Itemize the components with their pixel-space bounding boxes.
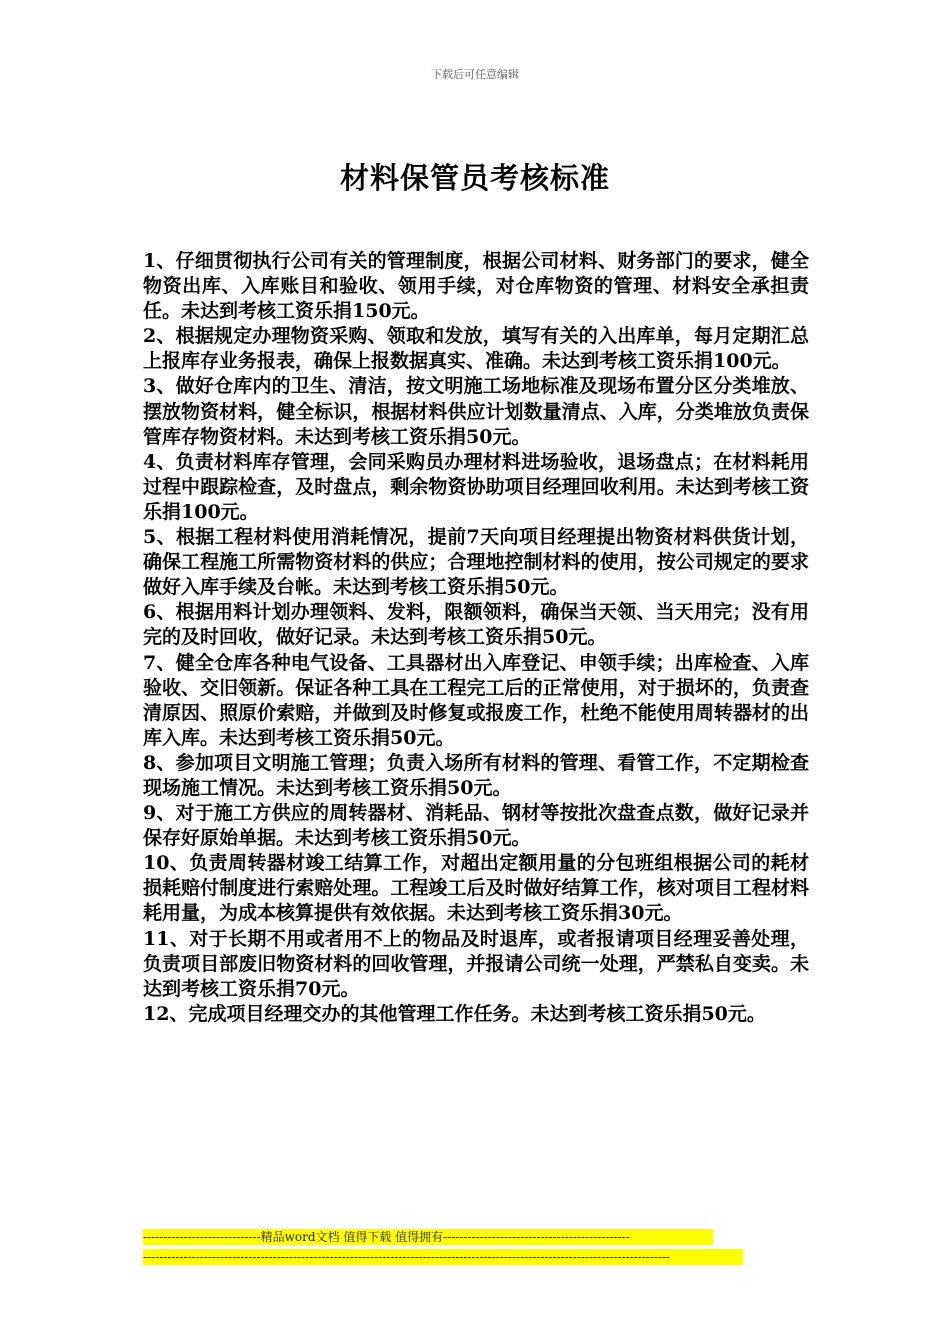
standard-item-12: 12、完成项目经理交办的其他管理工作任务。未达到考核工资乐捐50元。 — [143, 1002, 766, 1025]
standard-item-11: 11、对于长期不用或者用不上的物品及时退库，或者报请项目经理妥善处理，负责项目部废旧物资材料的回收管理，并报请公司统一处理，严禁私自变卖。未达到考核工资乐捐70元。 — [143, 927, 809, 1000]
footer-line-2: ---------------------------------------------------------------------------------------------------------------------------------- — [143, 1249, 743, 1265]
standard-item-5: 5、根据工程材料使用消耗情况，提前7天向项目经理提出物资材料供货计划，确保工程施工所需物资材料的供应；合理地控制材料的使用，按公司规定的要求做好入库手续及台帐。未达到考核工资乐捐50元。 — [143, 526, 809, 599]
footer-line-1: -----------------------------精品word文档 值得下载 值得拥有---------------------------------------------- — [143, 1229, 713, 1245]
standard-item-1: 1、仔细贯彻执行公司有关的管理制度，根据公司材料、财务部门的要求，健全物资出库、入库账目和验收、领用手续，对仓库物资的管理、材料安全承担责任。未达到考核工资乐捐150元。 — [143, 250, 809, 323]
standard-item-4: 4、负责材料库存管理，会同采购员办理材料进场验收，退场盘点；在材料耗用过程中跟踪检查，及时盘点，剩余物资协助项目经理回收利用。未达到考核工资乐捐100元。 — [143, 450, 809, 523]
document-title: 材料保管员考核标准 — [339, 161, 610, 195]
standard-item-7: 7、健全仓库各种电气设备、工具器材出入库登记、申领手续；出库检查、入库验收、交旧领新。保证各种工具在工程完工后的正常使用，对于损坏的，负责查清原因、照原价索赔，并做到及时修复或报废工作，杜绝不能使用周转器材的出库入库。未达到考核工资乐捐50元。 — [143, 651, 809, 749]
standard-item-9: 9、对于施工方供应的周转器材、消耗品、钢材等按批次盘查点数，做好记录并保存好原始单据。未达到考核工资乐捐50元。 — [143, 802, 809, 850]
standard-item-10: 10、负责周转器材竣工结算工作，对超出定额用量的分包班组根据公司的耗材损耗赔付制度进行索赔处理。工程竣工后及时做好结算工作，核对项目工程材料耗用量，为成本核算提供有效依据。未达到考核工资乐捐30元。 — [143, 852, 809, 925]
standard-item-3: 3、做好仓库内的卫生、清洁，按文明施工场地标准及现场布置分区分类堆放、摆放物资材料，健全标识，根据材料供应计划数量清点、入库，分类堆放负责保管库存物资材料。未达到考核工资乐捐50元。 — [143, 375, 809, 448]
standard-item-6: 6、根据用料计划办理领料、发料，限额领料，确保当天领、当天用完；没有用完的及时回收，做好记录。未达到考核工资乐捐50元。 — [143, 601, 809, 649]
header-note: 下载后可任意编辑 — [431, 68, 519, 81]
standard-item-8: 8、参加项目文明施工管理；负责入场所有材料的管理、看管工作，不定期检查现场施工情况。未达到考核工资乐捐50元。 — [143, 751, 809, 799]
standard-item-2: 2、根据规定办理物资采购、领取和发放，填写有关的入出库单，每月定期汇总上报库存业务报表，确保上报数据真实、准确。未达到考核工资乐捐100元。 — [143, 325, 809, 373]
standards-list — [143, 249, 809, 1027]
footer-banner — [143, 1229, 743, 1265]
